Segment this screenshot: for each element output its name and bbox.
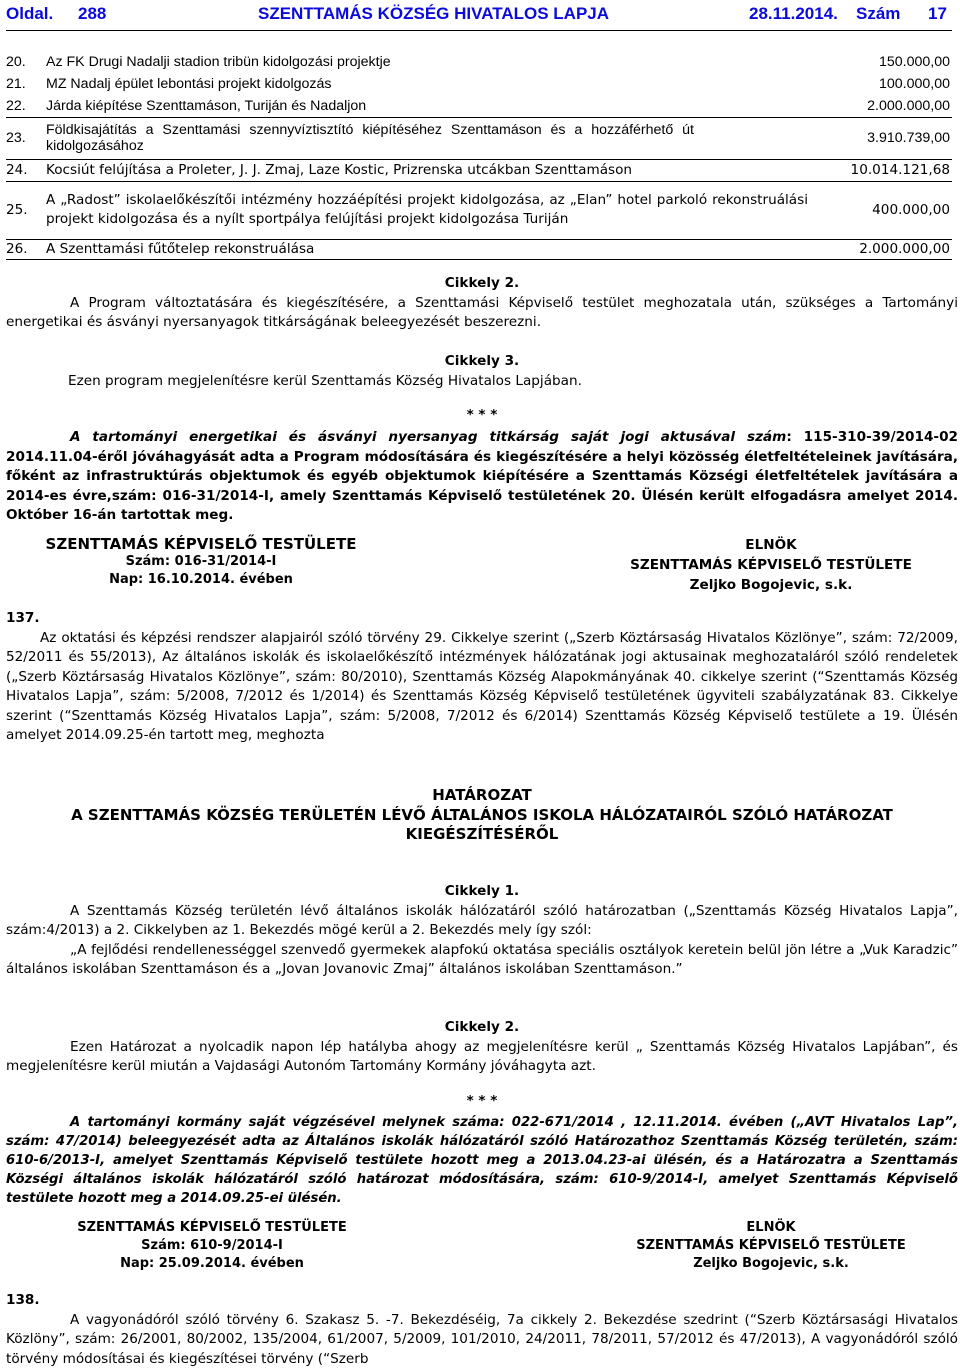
row-amount: 2.000.000,00 <box>814 95 952 117</box>
article-heading: Cikkely 2. <box>6 1018 958 1038</box>
table-row <box>6 181 952 239</box>
row-number: 24. <box>6 159 40 181</box>
separator-stars: * * * <box>6 406 958 426</box>
table-row <box>6 51 952 73</box>
table-row <box>6 73 952 95</box>
row-description: MZ Nadalj épület lebontási projekt kidolgozás <box>40 73 814 95</box>
row-amount: 100.000,00 <box>814 73 952 95</box>
signature-right <box>590 535 952 595</box>
row-number: 26. <box>6 239 40 259</box>
council-title: SZENTTAMÁS KÉPVISELŐ TESTÜLETE <box>590 1237 952 1255</box>
row-description: Kocsiút felújítása a Proleter, J. J. Zmaj, Laze Kostic, Prizrenska utcákban Szenttamáson <box>40 159 814 181</box>
signature-left-2 <box>6 1219 418 1273</box>
chair-name: Zeljko Bogojevic, s.k. <box>590 575 952 595</box>
resolution-subtitle: A SZENTTAMÁS KÖZSÉG TERÜLETÉN LÉVŐ ÁLTALÁNOS ISKOLA HÁLÓZATAIRÓL SZÓLÓ HATÁROZAT KIEGÉSZÍTÉSÉRŐL <box>6 806 958 845</box>
row-number: 20. <box>6 51 40 73</box>
article-text: A Szenttamás Község területén lévő általános iskolák hálózatáról szóló határozatban („Szenttamás Község Hivatalos Lapja”, szám:4/2013) a 2. Cikkelyben az 1. Bekezdés mögé kerül a 2. Bekezdés mely így szól: <box>6 902 958 941</box>
chair-name: Zeljko Bogojevic, s.k. <box>590 1255 952 1273</box>
row-number: 22. <box>6 95 40 117</box>
decision-number: Szám: 610-9/2014-I <box>6 1237 418 1255</box>
row-amount: 10.014.121,68 <box>814 159 952 181</box>
approval-note-part2: : 115-310-39/2014-02 2014.11.04-éről jóváhagyását adta a Program módosítására és kiegészítésére a helyi közösség életfeltételeinek javítására, főként az infrastruktúrás objektumok és egyéb objektumok kiépítésére a Szenttamás Községi életfeltételek javítására a 2014-es évre,szám: 016-31/2014-I, amely Szenttamás Képviselő testületének 20. Ülésén került elfogadásra amelyet 2014. Október 16-án tartottak meg. <box>6 429 958 523</box>
signature-left <box>6 535 396 589</box>
council-title: SZENTTAMÁS KÉPVISELŐ TESTÜLETE <box>590 555 952 575</box>
page-label: Oldal. <box>6 4 53 24</box>
row-number: 23. <box>6 117 40 159</box>
item-137 <box>6 609 958 746</box>
row-amount: 2.000.000,00 <box>814 239 952 259</box>
note-text: A tartományi kormány saját végzésével melynek száma: 022-671/2014 , 12.11.2014. évében („AVT Hivatalos Lap”, szám: 47/2014) beleegyezését adta az Általános iskolák hálózatáról szóló Határozathoz Szenttamás Község területén, szám: 610-6/2013-I, amelyet Szenttamás Képviselő testülete hozott meg a 2013.04.23-ai ülésén, és a Határozatra a Szenttamás Községi általános iskolák hálózatáról szóló határozat módosítására, szám: 610-9/2014-I, amelyet Szenttamás Képviselő testülete hozott meg a 2014.09.25-ei ülésén. <box>6 1113 958 1208</box>
row-number: 21. <box>6 73 40 95</box>
separator-stars: * * * <box>6 1092 958 1112</box>
council-title: SZENTTAMÁS KÉPVISELŐ TESTÜLETE <box>6 535 396 553</box>
table-row <box>6 239 952 259</box>
article-heading: Cikkely 3. <box>6 352 958 372</box>
row-amount: 400.000,00 <box>814 181 952 239</box>
resolution-title: HATÁROZAT <box>6 786 958 806</box>
chair-role: ELNÖK <box>590 1219 952 1237</box>
page-header <box>6 4 952 26</box>
article-3 <box>6 352 958 391</box>
article-text: Ezen Határozat a nyolcadik napon lép hatályba ahogy az megjelenítésre kerül „ Szenttamás Község Hivatalos Lapjában”, és megjelenítésre kerül miután a Vajdasági Autonóm Tartomány Kormány jóváhagyta azt. <box>6 1038 958 1077</box>
row-description: A „Radost” iskolaelőkészítői intézmény hozzáépítési projekt kidolgozása, az „Elan” hotel parkoló rekonstruálási projekt kidolgozása és a nyílt sportpálya felújítási projekt kidolgozása Turiján <box>40 181 814 239</box>
chair-role: ELNÖK <box>590 535 952 555</box>
decision-date: Nap: 16.10.2014. évében <box>6 571 396 589</box>
issue-label: Szám <box>856 4 900 24</box>
article-text: A Program változtatására és kiegészítésére, a Szenttamási Képviselő testület meghozatala után, szükséges a Tartományi energetikai és ásványi nyersanyagok titkárságának beleegyezését beszerezni. <box>6 294 958 333</box>
row-description: Földkisajátítás a Szenttamási szennyvíztisztító kiépítéséhez Szenttamáson és a hozzáférhető út kidolgozásához <box>40 117 814 159</box>
decision-date: Nap: 25.09.2014. évében <box>6 1255 418 1273</box>
article-quote: „A fejlődési rendellenességgel szenvedő gyermekek alapfokú oktatása speciális osztályok keretein belül jön létre a „Vuk Karadzic” általános iskolában Szenttamáson és a „Jovan Jovanovic Zmaj” általános iskolában Szenttamáson.” <box>6 941 958 980</box>
approval-note <box>6 428 958 526</box>
item-text: Az oktatási és képzési rendszer alapjairól szóló törvény 29. Cikkelye szerint („Szerb Köztársaság Hivatalos Közlönye”, szám: 72/2009, 52/2011 és 55/2013), Az általános iskolák és iskolaelőkészítő intézmények hálózatának jogi aktusainak meghozataláról szóló rendeletek („Szerb Köztársaság Hivatalos Közlönye”, szám: 80/2010), Szenttamás Község Alapokmányának 40. cikkelye szerint (“Szenttamás Község Hivatalos Lapja”, szám: 5/2008, 7/2012 és 1/2014) és Szenttamás Község Képviselő testületének ügyviteli szabályzatának 83. Cikkelye szerint (“Szenttamás Község Hivatalos Lapja”, szám: 5/2008, 7/2012 és 6/2014) Szenttamás Község Képviselő testülete a 19. Ülésén amelyet 2014.09.25-én tartott meg, meghozta <box>6 629 958 746</box>
table-row <box>6 95 952 117</box>
table-row <box>6 159 952 181</box>
item-number: 137. <box>6 609 958 629</box>
row-description: Járda kiépítése Szenttamáson, Turiján és Nadaljon <box>40 95 814 117</box>
resolution-title-block <box>6 786 958 845</box>
council-title: SZENTTAMÁS KÉPVISELŐ TESTÜLETE <box>6 1219 418 1237</box>
row-number: 25. <box>6 181 40 239</box>
header-rule <box>6 30 952 31</box>
government-note <box>6 1113 958 1208</box>
resolution-article-1 <box>6 882 958 980</box>
projects-table <box>6 51 952 260</box>
approval-note-part1: A tartományi energetikai és ásványi nyersanyag titkárság saját jogi aktusával szám <box>70 429 786 445</box>
article-heading: Cikkely 2. <box>6 274 958 294</box>
decision-number: Szám: 016-31/2014-I <box>6 553 396 571</box>
article-heading: Cikkely 1. <box>6 882 958 902</box>
article-text: Ezen program megjelenítésre kerül Szenttamás Község Hivatalos Lapjában. <box>6 372 958 392</box>
row-description: A Szenttamási fűtőtelep rekonstruálása <box>40 239 814 259</box>
signature-right-2 <box>590 1219 952 1273</box>
article-2 <box>6 274 958 333</box>
row-amount: 3.910.739,00 <box>814 117 952 159</box>
item-138 <box>6 1291 958 1369</box>
row-description: Az FK Drugi Nadalji stadion tribün kidolgozási projektje <box>40 51 814 73</box>
table-row <box>6 117 952 159</box>
issue-number: 17 <box>928 4 947 24</box>
item-number: 138. <box>6 1291 958 1311</box>
page-number: 288 <box>78 4 106 24</box>
row-amount: 150.000,00 <box>814 51 952 73</box>
journal-title: SZENTTAMÁS KÖZSÉG HIVATALOS LAPJA <box>258 4 609 24</box>
resolution-article-2 <box>6 1018 958 1077</box>
issue-date: 28.11.2014. <box>749 4 838 24</box>
item-text: A vagyonádóról szóló törvény 6. Szakasz 5. -7. Bekezdéséig, 7a cikkely 2. Bekezdése szedrint (“Szerb Köztársasági Hivatalos Közlöny”, szám: 26/2001, 80/2002, 135/2004, 61/2007, 5/2009, 101/2010, 24/2011, 78/2011, 57/2012 és 47/2013), A vagyonádóról szóló törvény módosításai és kiegészítései törvény (“Szerb <box>6 1311 958 1369</box>
